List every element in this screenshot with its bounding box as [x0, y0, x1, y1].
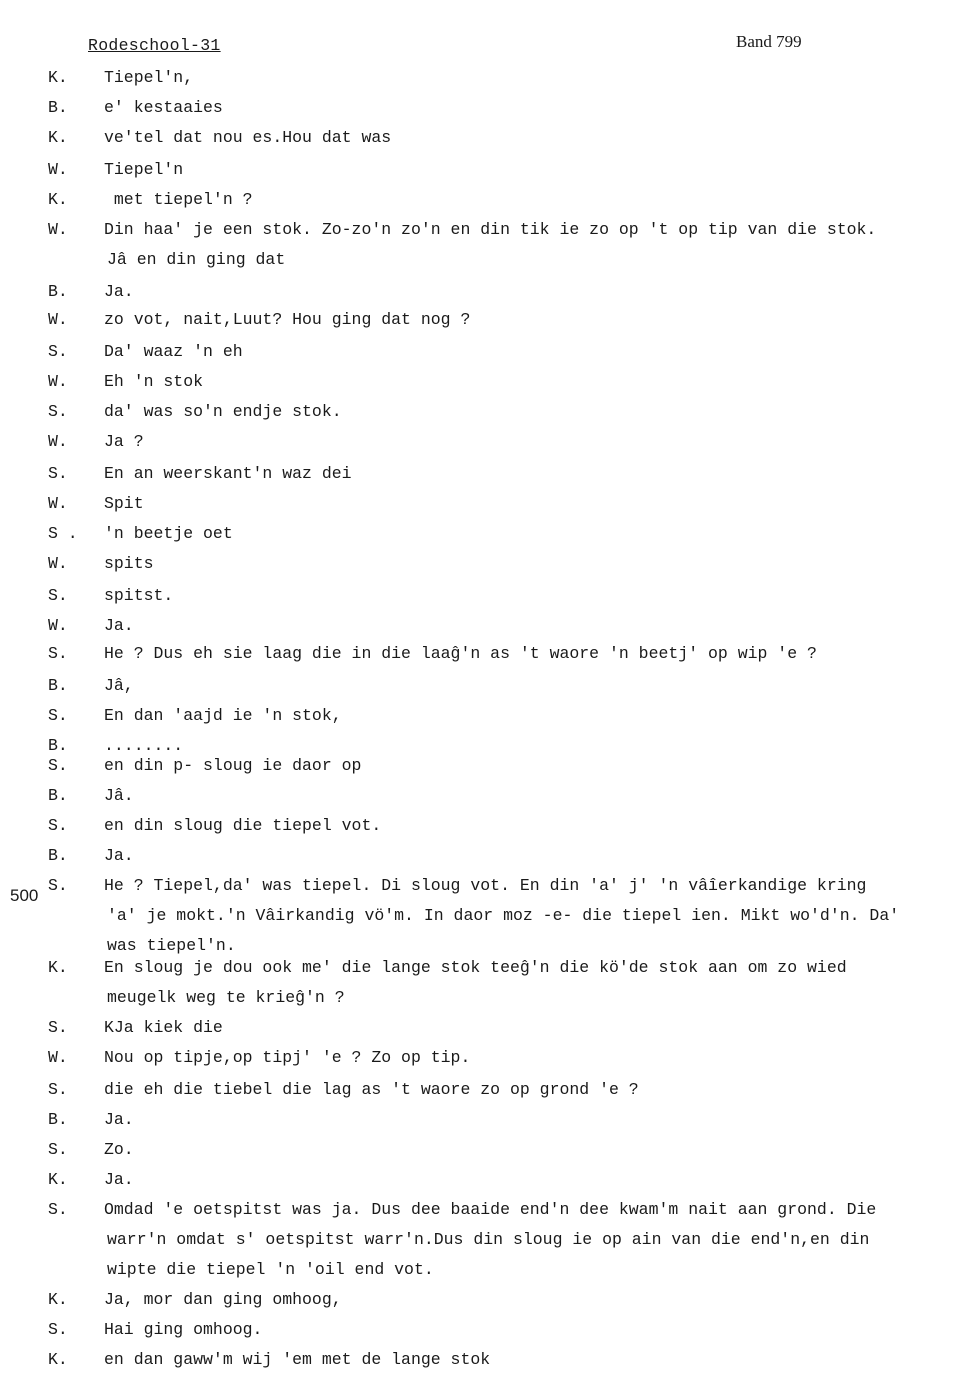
- speaker-label: S.: [48, 756, 68, 775]
- utterance-text: Ja.: [104, 282, 134, 301]
- utterance-text: Hai ging omhoog.: [104, 1320, 263, 1339]
- utterance-text: warr'n omdat s' oetspitst warr'n.Dus din sloug ie op ain van die end'n,en din: [107, 1230, 870, 1249]
- speaker-label: W.: [48, 372, 68, 391]
- utterance-text: Ja, mor dan ging omhoog,: [104, 1290, 342, 1309]
- utterance-text: e' kestaaies: [104, 98, 223, 117]
- speaker-label: S.: [48, 1320, 68, 1339]
- speaker-label: S.: [48, 1080, 68, 1099]
- utterance-text: da' was so'n endje stok.: [104, 402, 342, 421]
- utterance-text: spitst.: [104, 586, 174, 605]
- utterance-text: Zo.: [104, 1140, 134, 1159]
- speaker-label: S.: [48, 1018, 68, 1037]
- utterance-text: Jâ.: [104, 786, 134, 805]
- speaker-label: S.: [48, 586, 68, 605]
- speaker-label: B.: [48, 282, 68, 301]
- speaker-label: W.: [48, 220, 68, 239]
- utterance-text: Ja.: [104, 1170, 134, 1189]
- speaker-label: S.: [48, 402, 68, 421]
- speaker-label: K.: [48, 1290, 68, 1309]
- utterance-text: Omdad 'e oetspitst was ja. Dus dee baaide end'n dee kwam'm nait aan grond. Die: [104, 1200, 877, 1219]
- utterance-text: zo vot, nait,Luut? Hou ging dat nog ?: [104, 310, 471, 329]
- speaker-label: S.: [48, 706, 68, 725]
- speaker-label: S.: [48, 876, 68, 895]
- utterance-text: En dan 'aajd ie 'n stok,: [104, 706, 342, 725]
- speaker-label: B.: [48, 1110, 68, 1129]
- utterance-text: En sloug je dou ook me' die lange stok teeĝ'n die kö'de stok aan om zo wied: [104, 958, 847, 977]
- speaker-label: K.: [48, 190, 68, 209]
- speaker-label: W.: [48, 616, 68, 635]
- speaker-label: W.: [48, 554, 68, 573]
- utterance-text: Din haa' je een stok. Zo-zo'n zo'n en din tik ie zo op 't op tip van die stok.: [104, 220, 877, 239]
- speaker-label: K.: [48, 958, 68, 977]
- utterance-text: Ja.: [104, 616, 134, 635]
- speaker-label: K.: [48, 68, 68, 87]
- speaker-label: B.: [48, 676, 68, 695]
- speaker-label: S.: [48, 1200, 68, 1219]
- utterance-text: Da' waaz 'n eh: [104, 342, 243, 361]
- speaker-label: W.: [48, 432, 68, 451]
- speaker-label: K.: [48, 1350, 68, 1369]
- speaker-label: S.: [48, 644, 68, 663]
- utterance-text: KJa kiek die: [104, 1018, 223, 1037]
- utterance-text: Tiepel'n,: [104, 68, 194, 87]
- utterance-text: Tiepel'n: [104, 160, 184, 179]
- utterance-text: Spit: [104, 494, 144, 513]
- margin-counter: 500: [10, 886, 39, 905]
- speaker-label: S.: [48, 816, 68, 835]
- utterance-text: En an weerskant'n waz dei: [104, 464, 352, 483]
- utterance-text: spits: [104, 554, 154, 573]
- utterance-text: He ? Dus eh sie laag die in die laaĝ'n as 't waore 'n beetj' op wip 'e ?: [104, 644, 817, 663]
- speaker-label: W.: [48, 494, 68, 513]
- utterance-text: 'n beetje oet: [104, 524, 233, 543]
- utterance-text: Jâ en din ging dat: [107, 250, 286, 269]
- document-title: Rodeschool-31: [88, 36, 221, 55]
- utterance-text: meugelk weg te krieĝ'n ?: [107, 988, 345, 1007]
- utterance-text: ve'tel dat nou es.Hou dat was: [104, 128, 392, 147]
- speaker-label: B.: [48, 98, 68, 117]
- utterance-text: wipte die tiepel 'n 'oil end vot.: [107, 1260, 434, 1279]
- speaker-label: S.: [48, 464, 68, 483]
- utterance-text: ........: [104, 736, 184, 755]
- utterance-text: 'a' je mokt.'n Vâirkandig vö'm. In daor moz -e- die tiepel ien. Mikt wo'd'n. Da': [107, 906, 900, 925]
- utterance-text: en dan gaww'm wij 'em met de lange stok: [104, 1350, 491, 1369]
- speaker-label: S.: [48, 1140, 68, 1159]
- speaker-label: K.: [48, 128, 68, 147]
- speaker-label: W.: [48, 160, 68, 179]
- band-number: Band 799: [736, 32, 802, 51]
- utterance-text: en din sloug die tiepel vot.: [104, 816, 382, 835]
- utterance-text: en din p- sloug ie daor op: [104, 756, 362, 775]
- utterance-text: Eh 'n stok: [104, 372, 204, 391]
- utterance-text: met tiepel'n ?: [104, 190, 253, 209]
- utterance-text: Ja ?: [104, 432, 144, 451]
- utterance-text: Nou op tipje,op tipj' 'e ? Zo op tip.: [104, 1048, 471, 1067]
- speaker-label: S .: [48, 524, 78, 543]
- speaker-label: B.: [48, 846, 68, 865]
- speaker-label: K.: [48, 1170, 68, 1189]
- utterance-text: Ja.: [104, 846, 134, 865]
- utterance-text: Jâ,: [104, 676, 134, 695]
- speaker-label: B.: [48, 786, 68, 805]
- utterance-text: die eh die tiebel die lag as 't waore zo op grond 'e ?: [104, 1080, 639, 1099]
- speaker-label: B.: [48, 736, 68, 755]
- speaker-label: W.: [48, 310, 68, 329]
- utterance-text: Ja.: [104, 1110, 134, 1129]
- speaker-label: W.: [48, 1048, 68, 1067]
- utterance-text: He ? Tiepel,da' was tiepel. Di sloug vot. En din 'a' j' 'n vâîerkandige kring: [104, 876, 867, 895]
- utterance-text: was tiepel'n.: [107, 936, 236, 955]
- speaker-label: S.: [48, 342, 68, 361]
